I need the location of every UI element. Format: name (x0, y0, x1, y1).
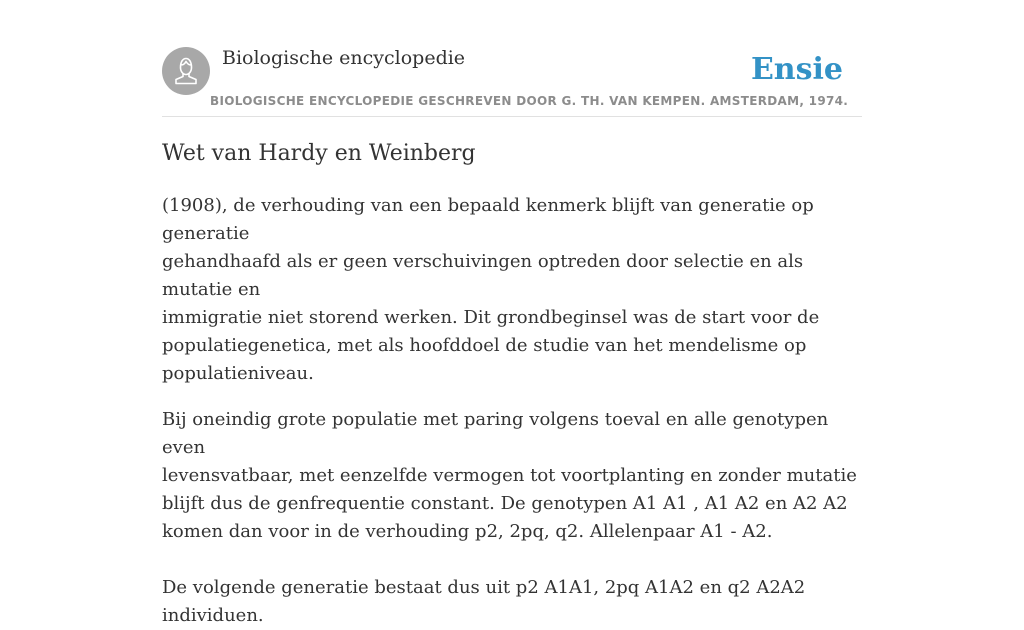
article-title: Wet van Hardy en Weinberg (162, 141, 476, 166)
source-header (162, 46, 862, 117)
user-icon[interactable] (162, 47, 210, 95)
ensie-logo[interactable]: Ensie (750, 52, 843, 87)
article-paragraph-1: (1908), de verhouding van een bepaald kenmerk blijft van generatie op generatie gehandhaafd als er geen verschuivingen optreden door selectie en als mutatie en immigratie niet storend werken. Dit grondbeginsel was de start voor de populatiegenetica, met als hoofddoel de studie van het mendelisme op populatieniveau. (162, 195, 820, 384)
article-paragraph-2: Bij oneindig grote populatie met paring volgens toeval en alle genotypen even levensvatbaar, met eenzelfde vermogen tot voortplanting en zonder mutatie blijft dus de genfrequentie constant. De genotypen A1 A1 , A1 A2 en A2 A2 komen dan voor in de verhouding p2, 2pq, q2. Allelenpaar A1 - A2. De volgende generatie bestaat dus uit p2 A1A1, 2pq A1A2 en q2 A2A2 individuen. (162, 409, 857, 626)
source-name[interactable]: Biologische encyclopedie (222, 47, 466, 69)
article-body (162, 138, 862, 630)
user-icon-graphic (162, 47, 210, 95)
source-description: BIOLOGISCHE ENCYCLOPEDIE GESCHREVEN DOOR G. TH. VAN KEMPEN. AMSTERDAM, 1974. (210, 94, 849, 108)
